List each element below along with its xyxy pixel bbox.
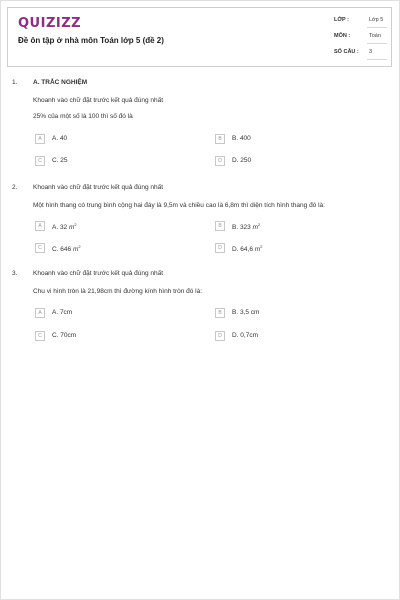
worksheet-title: Đề ôn tập ở nhà môn Toán lớp 5 (đề 2) <box>18 36 164 45</box>
question-instruction: Khoanh vào chữ đặt trước kết quả đúng nhất <box>33 97 164 104</box>
worksheet-meta <box>331 15 387 63</box>
option-text: C. 646 <box>52 246 72 254</box>
option-letter-box: C <box>35 331 45 341</box>
question-instruction: Khoanh vào chữ đặt trước kết quả đúng nhất <box>33 184 164 191</box>
meta-value-question-count: 3 <box>369 49 373 55</box>
question-prompt: Một hình thang có trung bình cộng hai đáy là 9,5m và chiều cao là 6,8m thì diện tích hình thang đó là: <box>33 202 325 209</box>
option-letter-box: A <box>35 221 45 231</box>
question-number: 3. <box>12 270 18 277</box>
meta-label-subject: MÔN : <box>334 33 351 39</box>
meta-label-grade: LỚP : <box>334 17 349 23</box>
option-letter-box: B <box>215 134 225 144</box>
quizizz-logo: QUIZIZZ <box>18 16 82 31</box>
option-letter-box: A <box>35 134 45 144</box>
question-number: 2. <box>12 184 18 191</box>
option-text: A. 32 <box>52 224 68 232</box>
worksheet-header <box>7 7 392 67</box>
option-text: A. 40 <box>52 135 68 142</box>
question-prompt: 25% của một số là 100 thì số đó là <box>33 113 133 120</box>
unit-exponent: 2 <box>258 222 261 227</box>
option-text: C. 25 <box>52 157 68 164</box>
option-content <box>52 244 81 253</box>
option-content <box>232 222 260 231</box>
unit-exponent: 2 <box>74 222 77 227</box>
meta-label-question-count: SỐ CÂU : <box>334 49 359 55</box>
option-text: D. 0,7cm <box>232 332 259 339</box>
option-text: D. 64,6 <box>232 246 253 254</box>
option-letter-box: B <box>215 308 225 318</box>
unit-symbol: m <box>69 224 75 232</box>
meta-underline <box>367 27 387 28</box>
question-number: 1. <box>12 79 18 86</box>
unit-exponent: 2 <box>78 244 81 249</box>
unit-exponent: 2 <box>260 244 263 249</box>
option-text: B. 3,5 cm <box>232 309 260 316</box>
option-text: B. 323 <box>232 224 251 232</box>
option-letter-box: D <box>215 331 225 341</box>
meta-underline <box>367 43 387 44</box>
option-text: C. 70cm <box>52 332 77 339</box>
option-text: A. 7cm <box>52 309 73 316</box>
option-letter-box: A <box>35 308 45 318</box>
meta-value-grade: Lớp 5 <box>369 17 384 23</box>
meta-row-grade <box>331 15 387 31</box>
meta-row-subject <box>331 31 387 47</box>
option-content <box>232 244 262 253</box>
option-letter-box: C <box>35 156 45 166</box>
unit-symbol: m <box>254 246 261 254</box>
option-letter-box: B <box>215 221 225 231</box>
option-text: B. 400 <box>232 135 251 142</box>
option-content <box>52 222 77 231</box>
meta-row-question-count <box>331 47 387 63</box>
option-letter-box: D <box>215 156 225 166</box>
question-prompt: Chu vi hình tròn là 21,98cm thì đường kính hình tròn đó là: <box>33 288 203 295</box>
question-instruction: Khoanh vào chữ đặt trước kết quả đúng nhất <box>33 270 164 277</box>
option-letter-box: C <box>35 243 45 253</box>
meta-underline <box>367 59 387 60</box>
section-heading: A. TRẮC NGHIỆM <box>33 79 88 86</box>
option-letter-box: D <box>215 243 225 253</box>
option-text: D. 250 <box>232 157 252 164</box>
unit-symbol: m <box>252 224 259 232</box>
meta-value-subject: Toán <box>369 33 381 39</box>
unit-symbol: m <box>72 246 79 254</box>
